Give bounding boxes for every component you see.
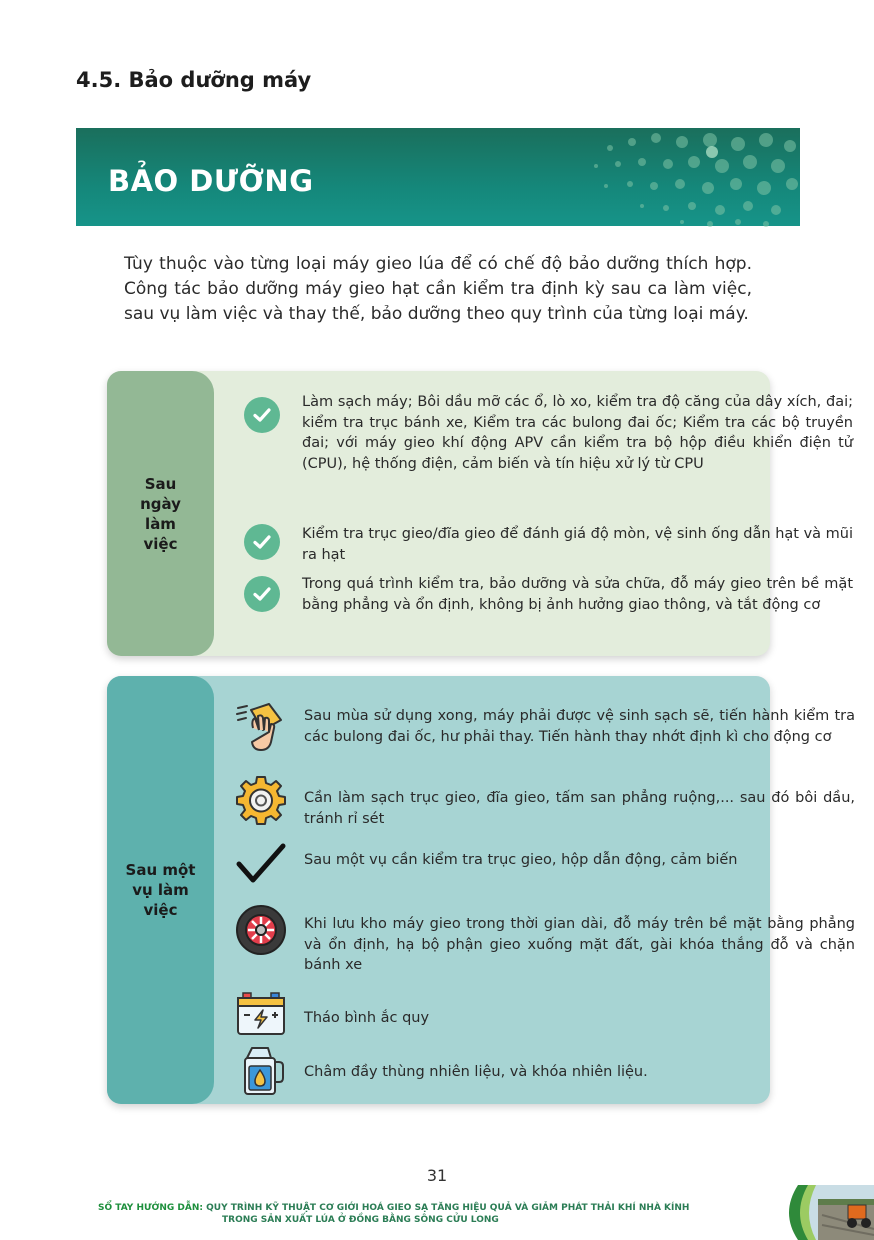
banner-title: BẢO DƯỠNG — [108, 164, 314, 198]
cleaning-hand-icon — [235, 700, 287, 752]
list-item: Khi lưu kho máy gieo trong thời gian dài, đỗ máy trên bề mặt bằng phẳng và ổn định, hạ bộ phận gieo xuống mặt đất, gài khóa thắng đỗ và chặn bánh xe — [304, 916, 855, 973]
wheel-icon — [235, 904, 287, 956]
check-circle-icon — [244, 397, 280, 433]
field-machine-photo — [778, 1185, 874, 1240]
list-item: Sau một vụ cần kiểm tra trục gieo, hộp dẫn động, cảm biến — [304, 852, 738, 868]
card-label-after-day: Sau ngày làm việc — [107, 371, 214, 656]
list-item: Kiểm tra trục gieo/đĩa gieo để đánh giá độ mòn, vệ sinh ống dẫn hạt và mũi ra hạt — [302, 526, 853, 563]
list-item: Châm đầy thùng nhiên liệu, và khóa nhiên liệu. — [304, 1064, 648, 1080]
banner — [76, 128, 800, 226]
card-label-after-season: Sau một vụ làm việc — [107, 676, 214, 1104]
battery-icon — [235, 988, 287, 1040]
section-title: 4.5. Bảo dưỡng máy — [76, 68, 312, 92]
footer — [98, 1202, 788, 1226]
intro-paragraph: Tùy thuộc vào từng loại máy gieo lúa để có chế độ bảo dưỡng thích hợp. Công tác bảo dưỡng máy gieo hạt cần kiểm tra định kỳ sau ca làm việc, sau vụ làm việc và thay thế, bảo dưỡng theo quy trình của từng loại máy. — [124, 254, 752, 324]
after-season-card — [107, 676, 855, 1104]
list-item: Làm sạch máy; Bôi dầu mỡ các ổ, lò xo, kiểm tra độ căng của dây xích, đai; kiểm tra trục bánh xe, Kiểm tra các bulong đai ốc; Kiểm tra các bộ truyền đai; với máy gieo khí động APV cần kiểm tra bộ hộp điều khiển điện tử (CPU), hệ thống điện, cảm biến và tín hiệu xử lý từ CPU — [302, 394, 853, 472]
footer-lead: SỔ TAY HƯỚNG DẪN: — [98, 1203, 203, 1213]
list-item: Trong quá trình kiểm tra, bảo dưỡng và sửa chữa, đỗ máy gieo trên bề mặt bằng phẳng và ổn định, không bị ảnh hưởng giao thông, và tắt động cơ — [302, 576, 853, 613]
after-day-card — [107, 371, 853, 656]
check-circle-icon — [244, 524, 280, 560]
footer-line2: TRONG SẢN XUẤT LÚA Ở ĐỒNG BẰNG SÔNG CỬU LONG — [222, 1215, 499, 1225]
page-number: 31 — [426, 1166, 448, 1185]
gear-icon — [235, 774, 287, 826]
footer-line1: QUY TRÌNH KỸ THUẬT CƠ GIỚI HOÁ GIEO SẠ TĂNG HIỆU QUẢ VÀ GIẢM PHÁT THẢI KHÍ NHÀ KÍNH — [206, 1203, 690, 1213]
check-circle-icon — [244, 576, 280, 612]
fuel-can-icon — [235, 1044, 287, 1096]
list-item: Sau mùa sử dụng xong, máy phải được vệ sinh sạch sẽ, tiến hành kiểm tra các bulong đai ốc, hư phải thay. Tiến hành thay nhớt định kì cho động cơ — [304, 708, 855, 745]
list-item: Cần làm sạch trục gieo, đĩa gieo, tấm san phẳng ruộng,... sau đó bôi dầu, tránh rỉ sét — [304, 790, 855, 827]
list-item: Tháo bình ắc quy — [304, 1010, 430, 1026]
checkmark-icon — [235, 838, 287, 890]
dot-pattern-decoration — [420, 128, 800, 226]
